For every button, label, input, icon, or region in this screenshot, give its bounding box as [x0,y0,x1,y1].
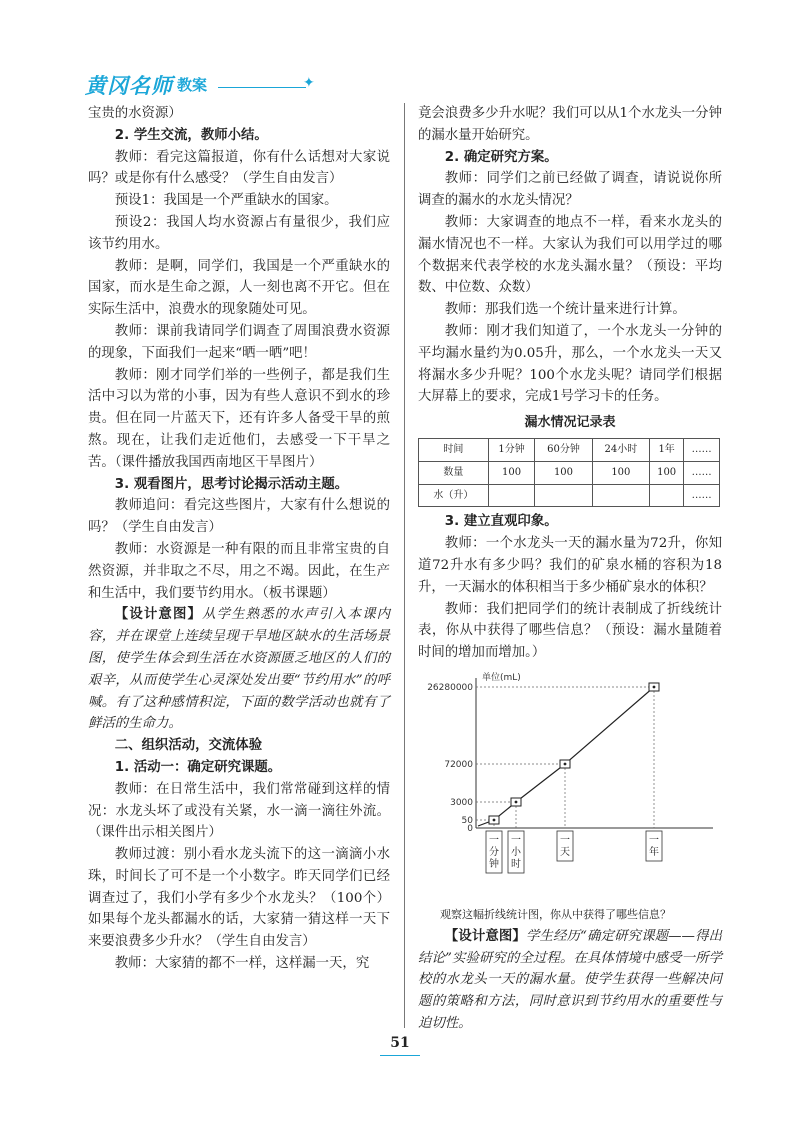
x-tick-label: 一 [649,834,659,846]
y-tick-label: 0 [467,823,473,834]
paragraph: 教师：那我们选一个统计量来进行计算。 [444,302,686,318]
design-intent-label: 【设计意图】 [444,928,526,944]
table-cell [488,484,535,507]
x-tick-label: 年 [649,846,659,858]
table-cell [592,484,649,507]
paragraph: 教师过渡：别小看水龙头流下的这一滴滴小水珠，时间长了可不是一个小数字。昨天同学们已经调查过了，我们小学有多少个水龙头？（100个）如果每个龙头都漏水的话，大家猜一猜这样一天下来要浪费多少升水？（学生自由发言） [88,847,390,950]
section-heading: 二、组织活动，交流体验 [114,738,263,754]
x-tick-label: 一 [560,834,570,846]
table-row [419,461,720,484]
paragraph: 教师：一个水龙头一天的漏水量为72升，你知道72升水有多少吗？我们的矿泉水桶的容积为18升，一天漏水的体积相当于多少桶矿泉水的体积？ [418,536,722,595]
paragraph: 教师：在日常生活中，我们常常碰到这样的情况：水龙头坏了或没有关紧，水一滴一滴往外流。（课件出示相关图片） [88,781,390,841]
chart-caption: 观察这幅折线统计图，你从中获得了哪些信息？ [440,907,671,921]
table-cell: 1分钟 [488,438,535,461]
header-subtitle: 教案 [177,76,208,94]
line-chart-svg [418,670,722,902]
x-tick-label: 一 [511,834,521,846]
column-divider [404,103,405,1028]
section-heading: 2. 确定研究方案。 [444,149,558,165]
paragraph: 教师：我们把同学们的统计表制成了折线统计表，你从中获得了哪些信息？（预设：漏水量随着时间的增加而增加。） [418,601,722,661]
x-tick-label: 分 [489,846,499,858]
sparkle-icon: ✦ [303,75,315,91]
line-chart [418,670,722,902]
table-cell: 时间 [419,438,489,461]
paragraph: 教师：同学们之前已经做了调查，请说说你所调查的漏水的水龙头情况？ [418,171,722,209]
data-point-dot [564,763,567,766]
x-tick-label: 天 [560,846,570,858]
table-row [419,484,720,507]
table-row [419,438,720,461]
table-title: 漏水情况记录表 [524,415,616,431]
paragraph: 宝贵的水资源） [88,106,182,121]
table-cell: 100 [488,461,535,484]
paragraph: 预设2：我国人均水资源占有量很少，我们应该节约用水。 [88,214,390,252]
table-cell: 100 [650,461,684,484]
data-point-dot [515,801,518,804]
paragraph: 竟会浪费多少升水呢？我们可以从1个水龙头一分钟的漏水量开始研究。 [418,106,722,143]
data-point-dot [493,819,496,822]
brand-logo: 黄冈名师 [85,74,173,98]
header-rule [218,87,306,88]
paragraph: 教师：刚才同学们举的一些例子，都是我们生活中习以为常的小事，因为有些人意识不到水的珍贵。但在同一片蓝天下，还有许多人备受干旱的煎熬。现在，让我们走近他们，去感受一下干旱之苦。（课件播放我国西南地区干旱图片） [88,367,390,470]
design-intent [418,926,722,1035]
section-heading: 1. 活动一：确定研究课题。 [114,759,282,775]
paragraph: 教师：水资源是一种有限的而且非常宝贵的自然资源，并非取之不尽，用之不竭。因此，在生产和生活中，我们要节约用水。（板书课题） [88,541,390,601]
design-intent [88,604,390,735]
x-tick-label: 钟 [489,858,499,870]
paragraph: 教师追问：看完这些图片，大家有什么想说的吗？（学生自由发言） [88,498,390,536]
table-cell: 水（升） [419,484,489,507]
leak-record-table [418,438,720,507]
table-cell: 24小时 [592,438,649,461]
design-intent-text: 学生经历“确定研究课题——得出结论”实验研究的全过程。在具体情境中感受一所学校的水龙头一天的漏水量。使学生获得一些解决问题的策略和方法，同时意识到节约用水的重要性与迫切性。 [418,928,722,1031]
y-tick-label: 3000 [450,797,473,808]
paragraph: 教师：看完这篇报道，你有什么话想对大家说吗？或是你有什么感受？（学生自由发言） [88,149,390,187]
data-point-dot [653,686,656,689]
section-heading: 3. 建立直观印象。 [444,514,558,530]
series-line [478,687,654,826]
y-axis-label: 单位(mL) [482,672,521,683]
table-cell: 60分钟 [535,438,592,461]
paragraph: 教师：是啊，同学们，我国是一个严重缺水的国家，而水是生命之源，人一刻也离不开它。但在实际生活中，浪费水的现象随处可见。 [88,258,390,318]
table-cell [535,484,592,507]
table-cell: 1年 [650,438,684,461]
x-tick-label: 小 [511,846,521,858]
table-cell: …… [684,461,720,484]
paragraph: 教师：大家调查的地点不一样，看来水龙头的漏水情况也不一样。大家认为我们可以用学过的哪个数据来代表学校的水龙头漏水量？（预设：平均数、中位数、众数） [418,214,722,296]
paragraph: 教师：课前我请同学们调查了周围浪费水资源的现象，下面我们一起来“晒一晒”吧！ [88,323,390,361]
left-column [88,103,390,975]
section-heading: 2. 学生交流，教师小结。 [114,127,268,143]
page-header [85,70,325,100]
table-cell: …… [684,484,720,507]
table-cell: …… [684,438,720,461]
x-tick-label: 一 [489,834,499,846]
right-column [418,103,722,1035]
y-tick-label: 50 [461,815,473,826]
paragraph: 教师：大家猜的都不一样，这样漏一天，究 [114,956,370,972]
section-heading: 3. 观看图片，思考讨论揭示活动主题。 [114,476,349,492]
table-cell [650,484,684,507]
page-number: 51 [390,1035,410,1051]
table-cell: 数量 [419,461,489,484]
paragraph: 预设1：我国是一个严重缺水的国家。 [114,193,338,209]
paragraph: 教师：刚才我们知道了，一个水龙头一分钟的平均漏水量约为0.05升，那么，一个水龙头一天又将漏水多少升呢？100个水龙头呢？请同学们根据大屏幕上的要求，完成1号学习卡的任务。 [418,323,722,405]
x-tick-label: 时 [511,858,521,870]
y-tick-label: 26280000 [427,682,473,693]
design-intent-text: 从学生熟悉的水声引入本课内容，并在课堂上连续呈现干旱地区缺水的生活场景图，使学生体会到生活在水资源匮乏地区的人们的艰辛，从而使学生心灵深处发出要“节约用水”的呼喊。有了这种感情积淀，下面的数学活动也就有了鲜活的生命力。 [88,607,391,732]
design-intent-label: 【设计意图】 [114,607,203,623]
table-cell: 100 [535,461,592,484]
page-number-rule [380,1055,420,1056]
table-cell: 100 [592,461,649,484]
y-tick-label: 72000 [444,759,473,770]
